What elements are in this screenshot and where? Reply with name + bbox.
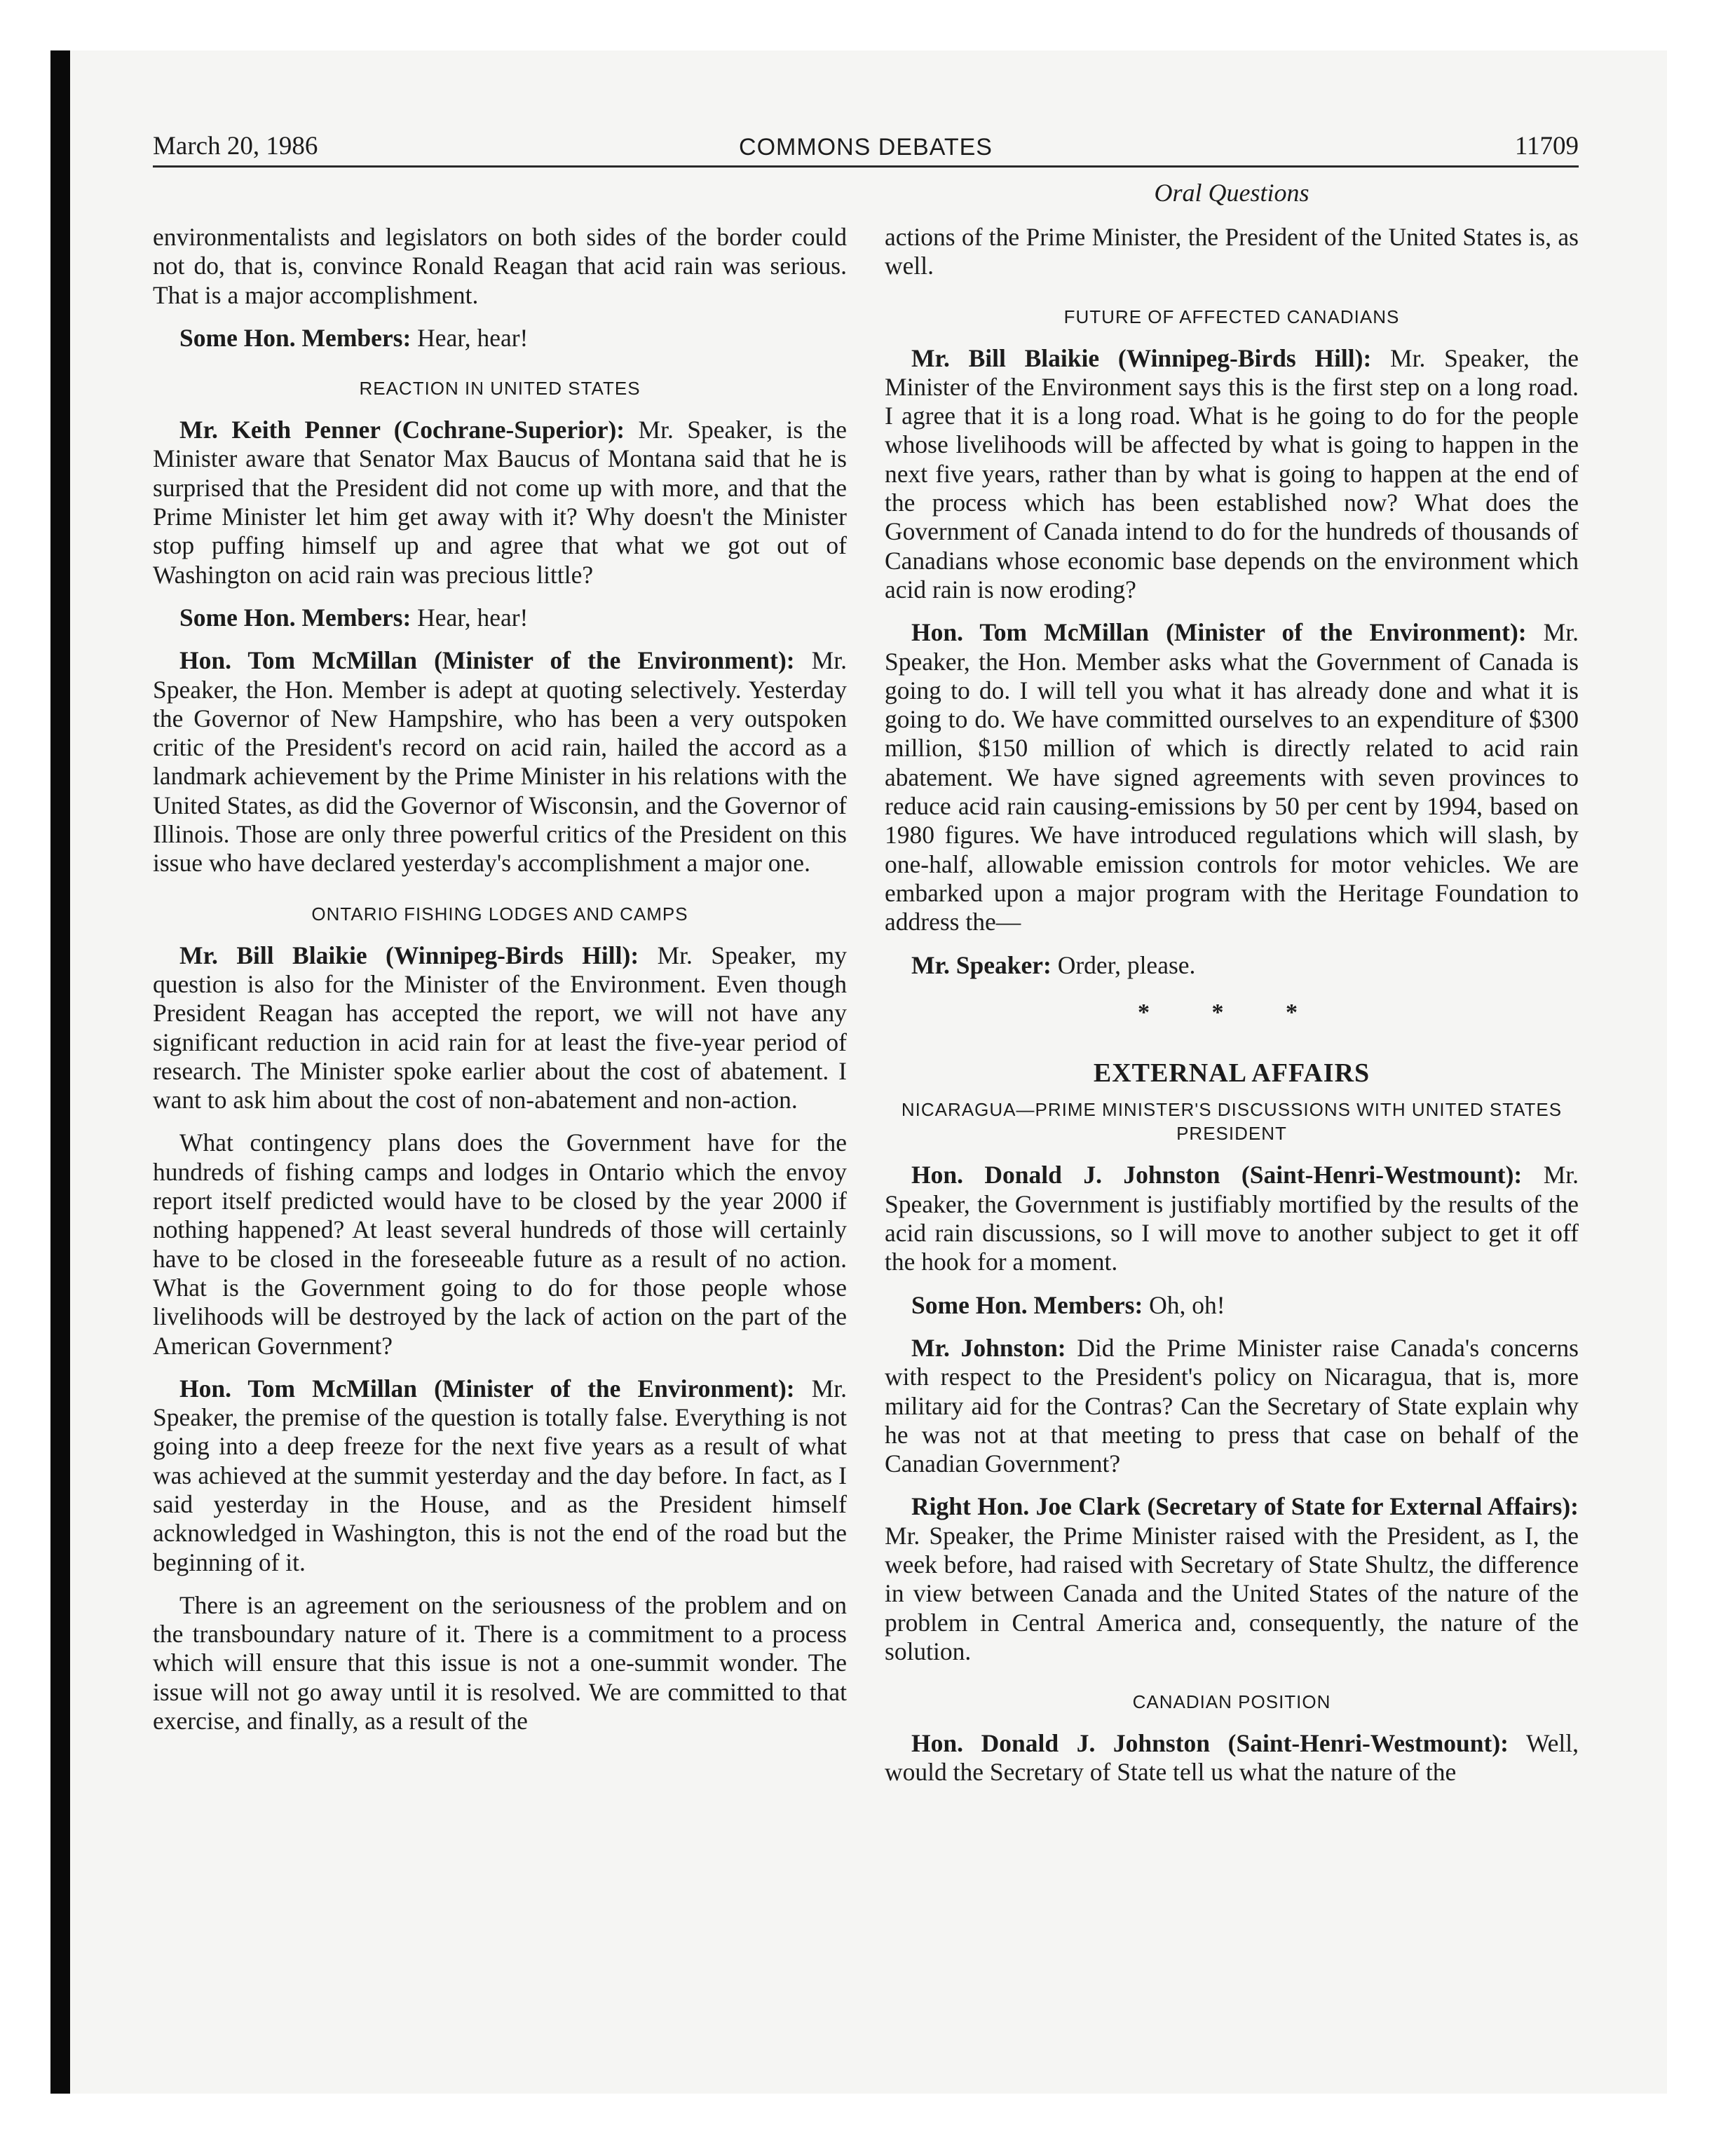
speech bbox=[885, 1729, 1579, 1787]
speech bbox=[153, 646, 847, 878]
subheading: REACTION IN UNITED STATES bbox=[359, 378, 641, 400]
speaker-name: Some Hon. Members: bbox=[179, 323, 411, 352]
right-column bbox=[885, 223, 1579, 1801]
speaker-name: Some Hon. Members: bbox=[179, 603, 411, 632]
speech bbox=[153, 1374, 847, 1577]
speech-text: Well, would the Secretary of State tell us what the nature of the bbox=[885, 1729, 1579, 1787]
speech-text: Oh, oh! bbox=[1143, 1290, 1225, 1319]
speaker-name: Hon. Tom McMillan (Minister of the Environment): bbox=[911, 618, 1527, 647]
header-page-number: 11709 bbox=[1514, 132, 1579, 161]
speaker-name: Mr. Bill Blaikie (Winnipeg-Birds Hill): bbox=[911, 343, 1372, 372]
paragraph: environmentalists and legislators on both sides of the border could not do, that is, convince Ronald Reagan that acid rain was serious. That is a major accomplishment. bbox=[153, 223, 847, 309]
speaker-name: Hon. Donald J. Johnston (Saint-Henri-Westmount): bbox=[911, 1161, 1523, 1189]
speech-text: Mr. Speaker, the Prime Minister raised with the President, as I, the week before, had raised with Secretary of State Shultz, the difference in view between Canada and the United States of the nature of the problem in Central America and, consequently, the nature of the solution. bbox=[885, 1521, 1579, 1665]
paragraph: actions of the Prime Minister, the President of the United States is, as well. bbox=[885, 223, 1579, 280]
paragraph: What contingency plans does the Government have for the hundreds of fishing camps and lodges in Ontario which the envoy report itself predicted would have to be closed by the year 2000 if nothing happened? At least several hundreds of those will certainly have to be closed in the foreseeable future as a result of no action. What is the Government going to do for those people whose livelihoods will be destroyed by the lack of action on the part of the American Government? bbox=[153, 1128, 847, 1360]
subheading: ONTARIO FISHING LODGES AND CAMPS bbox=[311, 903, 688, 925]
subheading: CANADIAN POSITION bbox=[1132, 1691, 1331, 1713]
speech-text: Mr. Speaker, my question is also for the Minister of the Environment. Even though President Reagan has accepted the report, we will not have any significant reduction in acid rain for at least the five-year period of research. The Minister spoke earlier about the cost of abatement. I want to ask him about the cost of non-abatement and non-action. bbox=[153, 941, 847, 1114]
scan-edge-bar bbox=[50, 50, 70, 2094]
header-journal-title: COMMONS DEBATES bbox=[739, 134, 993, 161]
section-separator: * * * bbox=[1138, 999, 1326, 1025]
speaker-name: Right Hon. Joe Clark (Secretary of State for External Affairs): bbox=[911, 1492, 1579, 1521]
speech bbox=[885, 618, 1579, 936]
speech-text: Mr. Speaker, the Minister of the Environment says this is the first step on a long road. I agree that it is a long road. What is he going to do for the people whose livelihoods will be affected by what is going to happen in the next five years, rather than by what is going to happen at the end of the process which has been established now? What does the Government of Canada intend to do for the hundreds of thousands of Canadians whose economic base depends on the environment which acid rain is now eroding? bbox=[885, 343, 1579, 603]
speaker-name: Some Hon. Members: bbox=[911, 1290, 1143, 1319]
speech-text: Mr. Speaker, the Hon. Member asks what the Government of Canada is going to do. I will tell you what it has already done and what it is going to do. We have committed ourselves to an expenditure of $300 million, $150 million of which is directly related to acid rain abatement. We have signed agreements with seven provinces to reduce acid rain causing-emissions by 50 per cent by 1994, based on 1980 figures. We have introduced regulations which will slash, by one-half, allowable emission controls for motor vehicles. We are embarked upon a major program with the Heritage Foundation to address the— bbox=[885, 618, 1579, 936]
speech bbox=[153, 603, 847, 632]
speech-text: Mr. Speaker, the Government is justifiably mortified by the results of the acid rain discussions, so I will move to another subject to get it off the hook for a moment. bbox=[885, 1161, 1579, 1276]
speech-text: Mr. Speaker, is the Minister aware that Senator Max Baucus of Montana said that he is surprised that the President did not come up with more, and that the Prime Minister let him get away with it? Why doesn't the Minister stop puffing himself up and agree that what we got out of Washington on acid rain was precious little? bbox=[153, 416, 847, 589]
speech bbox=[153, 324, 847, 353]
header-date: March 20, 1986 bbox=[153, 132, 318, 161]
paragraph: There is an agreement on the seriousness of the problem and on the transboundary nature of it. There is a commitment to a process which will ensure that this issue is not a one-summit wonder. The issue will not go away until it is resolved. We are committed to that exercise, and finally, as a result of the bbox=[153, 1590, 847, 1735]
speech bbox=[885, 1291, 1579, 1320]
speaker-name: Mr. Johnston: bbox=[911, 1333, 1066, 1362]
left-column bbox=[153, 223, 847, 1749]
speech bbox=[153, 941, 847, 1115]
speaker-name: Hon. Tom McMillan (Minister of the Environment): bbox=[179, 1374, 795, 1403]
speaker-name: Mr. Keith Penner (Cochrane-Superior): bbox=[179, 416, 625, 444]
speaker-name: Mr. Bill Blaikie (Winnipeg-Birds Hill): bbox=[179, 941, 639, 969]
speech bbox=[885, 344, 1579, 605]
speech-text: Hear, hear! bbox=[411, 323, 529, 352]
speech-text: Mr. Speaker, the premise of the question is totally false. Everything is not going into a deep freeze for the next five years as a result of what was achieved at the summit yesterday and the day before. In fact, as I said yesterday in the House, and as the President himself acknowledged in Washington, this is not the end of the road but the beginning of it. bbox=[153, 1374, 847, 1576]
speech bbox=[885, 1334, 1579, 1478]
speaker-name: Hon. Donald J. Johnston (Saint-Henri-Westmount): bbox=[911, 1729, 1509, 1758]
running-header bbox=[153, 132, 1579, 168]
speech bbox=[153, 416, 847, 589]
speaker-name: Mr. Speaker: bbox=[911, 950, 1052, 979]
major-heading: EXTERNAL AFFAIRS bbox=[1093, 1058, 1370, 1089]
speech bbox=[885, 1161, 1579, 1276]
speech-text: Order, please. bbox=[1051, 950, 1196, 979]
speech-text: Mr. Speaker, the Hon. Member is adept at quoting selectively. Yesterday the Governor of New Hampshire, who has been a very outspoken critic of the President's record on acid rain, hailed the accord as a landmark achievement by the Prime Minister in his relations with the United States, as did the Governor of Wisconsin, and the Governor of Illinois. Those are only three powerful critics of the President on this issue who have declared yesterday's accomplishment a major one. bbox=[153, 646, 847, 878]
speech bbox=[885, 1492, 1579, 1666]
subheading: FUTURE OF AFFECTED CANADIANS bbox=[1063, 306, 1400, 327]
section-title: Oral Questions bbox=[1154, 179, 1309, 207]
subheading: NICARAGUA—PRIME MINISTER'S DISCUSSIONS WITH UNITED STATES PRESIDENT bbox=[901, 1099, 1563, 1145]
speech bbox=[885, 951, 1579, 980]
speaker-name: Hon. Tom McMillan (Minister of the Environment): bbox=[179, 646, 795, 675]
speech-text: Did the Prime Minister raise Canada's concerns with respect to the President's policy on Nicaragua, that is, more military aid for the Contras? Can the Secretary of State explain why he was not at that meeting to press that case on behalf of the Canadian Government? bbox=[885, 1333, 1579, 1478]
speech-text: Hear, hear! bbox=[411, 603, 529, 632]
